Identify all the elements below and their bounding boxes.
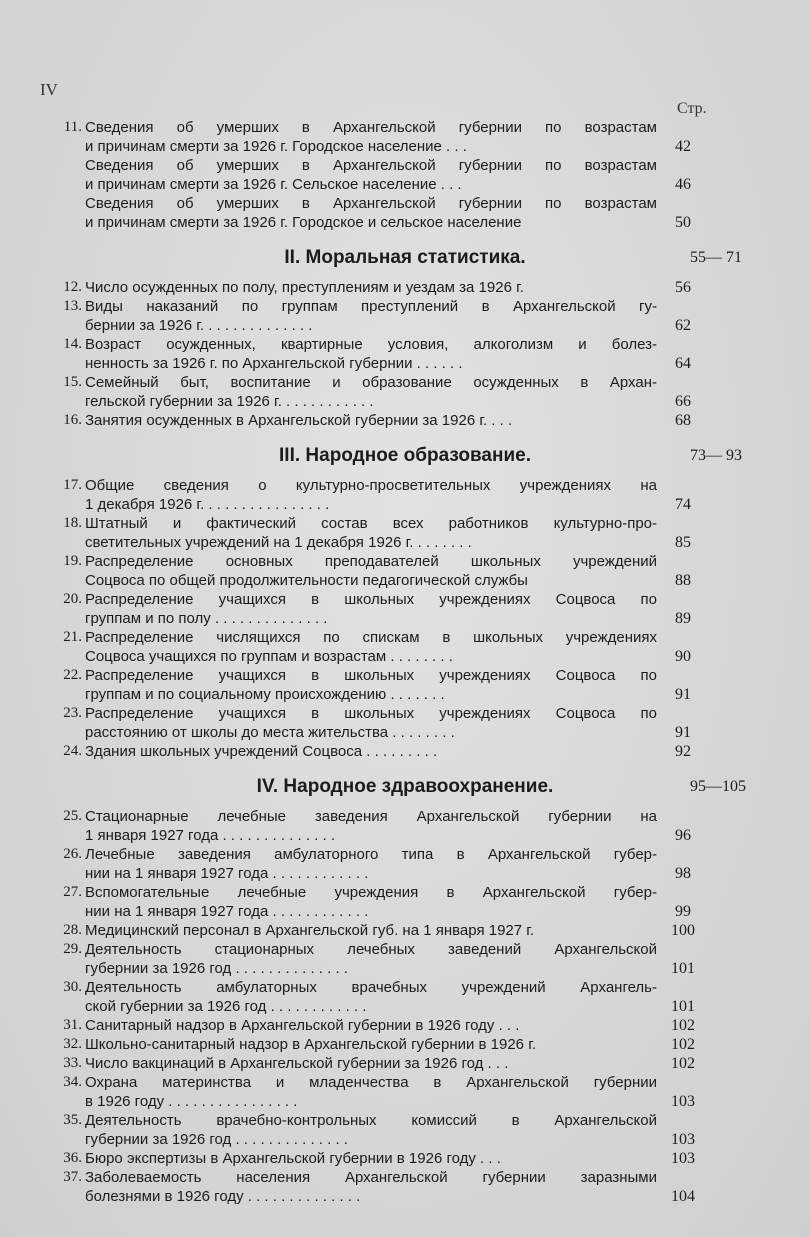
entry-number: 19. [63, 553, 82, 569]
entry-page: 46 [675, 176, 691, 193]
toc-entry [40, 1149, 770, 1168]
toc-entry [40, 194, 770, 232]
entry-page: 103 [671, 1150, 695, 1167]
entry-page: 102 [671, 1036, 695, 1053]
toc-entry [40, 742, 770, 761]
entry-page: 85 [675, 534, 691, 551]
entry-number: 20. [63, 591, 82, 607]
entry-text-line: Заболеваемость населения Архангельской губернии заразными [85, 1169, 657, 1186]
entry-text-line: 1 декабря 1926 г. . . . . . . . . . . . . . . . [85, 496, 330, 513]
entry-text-line: Соцвоса по общей продолжительности педагогической службы [85, 572, 528, 589]
toc-entry [40, 666, 770, 704]
section-heading [40, 238, 770, 278]
section-page-range: 73— 93 [690, 447, 742, 464]
entry-text-line: и причинам смерти за 1926 г. Городское население . . . [85, 138, 467, 155]
toc-entry [40, 628, 770, 666]
toc-entry [40, 845, 770, 883]
entry-text-line: и причинам смерти за 1926 г. Сельское население . . . [85, 176, 462, 193]
entry-text-line: Виды наказаний по группам преступлений в Архангельской гу- [85, 298, 657, 315]
entry-page: 64 [675, 355, 691, 372]
toc-entry [40, 297, 770, 335]
entry-number: 27. [63, 884, 82, 900]
toc-entry [40, 1035, 770, 1054]
entry-page: 100 [671, 922, 695, 939]
entry-page: 101 [671, 960, 695, 977]
entry-text-line: группам и по полу . . . . . . . . . . . . . . [85, 610, 328, 627]
entry-page: 98 [675, 865, 691, 882]
entry-page: 102 [671, 1017, 695, 1034]
toc-entry [40, 921, 770, 940]
entry-text-line: Распределение числящихся по спискам в школьных учреждениях [85, 629, 657, 646]
entry-page: 96 [675, 827, 691, 844]
toc-entry [40, 704, 770, 742]
toc-entry [40, 118, 770, 156]
entry-text-line: бернии за 1926 г. . . . . . . . . . . . . . [85, 317, 313, 334]
toc-entry [40, 156, 770, 194]
entry-page: 42 [675, 138, 691, 155]
entry-number: 35. [63, 1112, 82, 1128]
entry-text-line: Деятельность амбулаторных врачебных учреждений Архангель- [85, 979, 657, 996]
entry-text-line: Семейный быт, воспитание и образование осужденных в Архан- [85, 374, 657, 391]
section-heading [40, 436, 770, 476]
toc-entry [40, 514, 770, 552]
entry-page: 90 [675, 648, 691, 665]
toc-entry [40, 940, 770, 978]
toc-entry [40, 807, 770, 845]
entry-text-line: Общие сведения о культурно-просветительных учреждениях на [85, 477, 657, 494]
entry-page: 68 [675, 412, 691, 429]
entry-number: 30. [63, 979, 82, 995]
entry-number: 16. [63, 412, 82, 428]
entry-number: 33. [63, 1055, 82, 1071]
entry-text-line: Штатный и фактический состав всех работников культурно-про- [85, 515, 657, 532]
toc-entry [40, 552, 770, 590]
entry-number: 22. [63, 667, 82, 683]
entry-text-line: Здания школьных учреждений Соцвоса . . . . . . . . . [85, 743, 438, 760]
entry-text-line: и причинам смерти за 1926 г. Городское и сельское население [85, 214, 522, 231]
entry-text-line: Вспомогательные лечебные учреждения в Архангельской губер- [85, 884, 657, 901]
toc-entry [40, 1073, 770, 1111]
entry-page: 99 [675, 903, 691, 920]
page-number: IV [40, 80, 58, 99]
section-page-range: 95—105 [690, 778, 746, 795]
entry-number: 21. [63, 629, 82, 645]
entry-number: 28. [63, 922, 82, 938]
page-column-header: Стр. [677, 100, 707, 117]
toc-entry [40, 278, 770, 297]
entry-page: 104 [671, 1188, 695, 1205]
entry-page: 74 [675, 496, 691, 513]
section-title: III. Народное образование. [279, 445, 531, 466]
entry-page: 103 [671, 1093, 695, 1110]
toc-entry [40, 411, 770, 430]
section-page-range: 55— 71 [690, 249, 742, 266]
entry-text-line: болезнями в 1926 году . . . . . . . . . . . . . . [85, 1188, 361, 1205]
entry-number: 24. [63, 743, 82, 759]
section-title: IV. Народное здравоохранение. [256, 776, 554, 797]
entry-text-line: Возраст осужденных, квартирные условия, алкоголизм и болез- [85, 336, 657, 353]
entry-number: 17. [63, 477, 82, 493]
entry-text-line: ненность за 1926 г. по Архангельской губернии . . . . . . [85, 355, 463, 372]
entry-text-line: Число осужденных по полу, преступлениям и уездам за 1926 г. [85, 279, 524, 296]
entry-text-line: губернии за 1926 год . . . . . . . . . . . . . . [85, 960, 348, 977]
entry-text-line: расстоянию от школы до места жительства . . . . . . . . [85, 724, 455, 741]
entry-number: 34. [63, 1074, 82, 1090]
entry-text-line: Стационарные лечебные заведения Архангельской губернии на [85, 808, 657, 825]
entry-text-line: светительных учреждений на 1 декабря 1926 г. . . . . . . . [85, 534, 472, 551]
entry-text-line: Санитарный надзор в Архангельской губернии в 1926 году . . . [85, 1017, 520, 1034]
entry-text-line: гельской губернии за 1926 г. . . . . . . . . . . . [85, 393, 374, 410]
toc-section [40, 436, 770, 761]
entry-number: 18. [63, 515, 82, 531]
toc-entry [40, 1168, 770, 1206]
entry-number: 25. [63, 808, 82, 824]
entry-text-line: Занятия осужденных в Архангельской губернии за 1926 г. . . . [85, 412, 513, 429]
entry-page: 103 [671, 1131, 695, 1148]
entry-text-line: Деятельность стационарных лечебных заведений Архангельской [85, 941, 657, 958]
entry-text-line: ской губернии за 1926 год . . . . . . . . . . . . [85, 998, 367, 1015]
entry-number: 15. [63, 374, 82, 390]
entry-page: 91 [675, 724, 691, 741]
entry-page: 92 [675, 743, 691, 760]
entry-text-line: Лечебные заведения амбулаторного типа в Архангельской губер- [85, 846, 657, 863]
entry-text-line: Соцвоса учащихся по группам и возрастам . . . . . . . . [85, 648, 453, 665]
entry-text-line: Сведения об умерших в Архангельской губернии по возрастам [85, 157, 657, 174]
entry-page: 91 [675, 686, 691, 703]
entry-text-line: Медицинский персонал в Архангельской губ. на 1 января 1927 г. [85, 922, 535, 939]
entry-page: 56 [675, 279, 691, 296]
entry-text-line: группам и по социальному происхождению . . . . . . . [85, 686, 445, 703]
entry-text-line: Число вакцинаций в Архангельской губернии за 1926 год . . . [85, 1055, 509, 1072]
toc-entry [40, 590, 770, 628]
entry-text-line: нии на 1 января 1927 года . . . . . . . . . . . . [85, 903, 369, 920]
entry-text-line: нии на 1 января 1927 года . . . . . . . . . . . . [85, 865, 369, 882]
entry-text-line: Распределение учащихся в школьных учреждениях Соцвоса по [85, 591, 657, 608]
toc-entry [40, 373, 770, 411]
entry-number: 31. [63, 1017, 82, 1033]
entry-text-line: Школьно-санитарный надзор в Архангельской губернии в 1926 г. [85, 1036, 537, 1053]
toc-entry [40, 978, 770, 1016]
entry-text-line: Распределение учащихся в школьных учреждениях Соцвоса по [85, 705, 657, 722]
entry-text-line: Сведения об умерших в Архангельской губернии по возрастам [85, 195, 657, 212]
toc-entry [40, 883, 770, 921]
entry-number: 11. [63, 119, 82, 135]
entry-number: 12. [63, 279, 82, 295]
entry-page: 62 [675, 317, 691, 334]
entry-text-line: Бюро экспертизы в Архангельской губернии в 1926 году . . . [85, 1150, 501, 1167]
toc-entry [40, 1111, 770, 1149]
entry-number: 26. [63, 846, 82, 862]
entry-number: 37. [63, 1169, 82, 1185]
entry-number: 32. [63, 1036, 82, 1052]
entry-text-line: Охрана материнства и младенчества в Архангельской губернии [85, 1074, 657, 1091]
entry-number: 36. [63, 1150, 82, 1166]
toc-entry [40, 1016, 770, 1035]
entry-page: 66 [675, 393, 691, 410]
entry-text-line: Распределение основных преподавателей школьных учреждений [85, 553, 657, 570]
entry-text-line: Распределение учащихся в школьных учреждениях Соцвоса по [85, 667, 657, 684]
toc-entry [40, 1054, 770, 1073]
toc-entry [40, 335, 770, 373]
entry-text-line: Деятельность врачебно-контрольных комиссий в Архангельской [85, 1112, 657, 1129]
section-heading [40, 767, 770, 807]
entry-number: 29. [63, 941, 82, 957]
section-title: II. Моральная статистика. [284, 247, 526, 268]
entry-number: 23. [63, 705, 82, 721]
toc-content [40, 118, 770, 1206]
toc-section [40, 238, 770, 430]
entry-page: 101 [671, 998, 695, 1015]
toc-section [40, 767, 770, 1206]
entry-page: 50 [675, 214, 691, 231]
entry-page: 89 [675, 610, 691, 627]
entry-text-line: Сведения об умерших в Архангельской губернии по возрастам [85, 119, 657, 136]
toc-entry [40, 476, 770, 514]
entry-page: 88 [675, 572, 691, 589]
entry-text-line: 1 января 1927 года . . . . . . . . . . . . . . [85, 827, 335, 844]
entry-number: 14. [63, 336, 82, 352]
entry-text-line: губернии за 1926 год . . . . . . . . . . . . . . [85, 1131, 348, 1148]
entry-page: 102 [671, 1055, 695, 1072]
entry-number: 13. [63, 298, 82, 314]
entry-text-line: в 1926 году . . . . . . . . . . . . . . . . [85, 1093, 298, 1110]
